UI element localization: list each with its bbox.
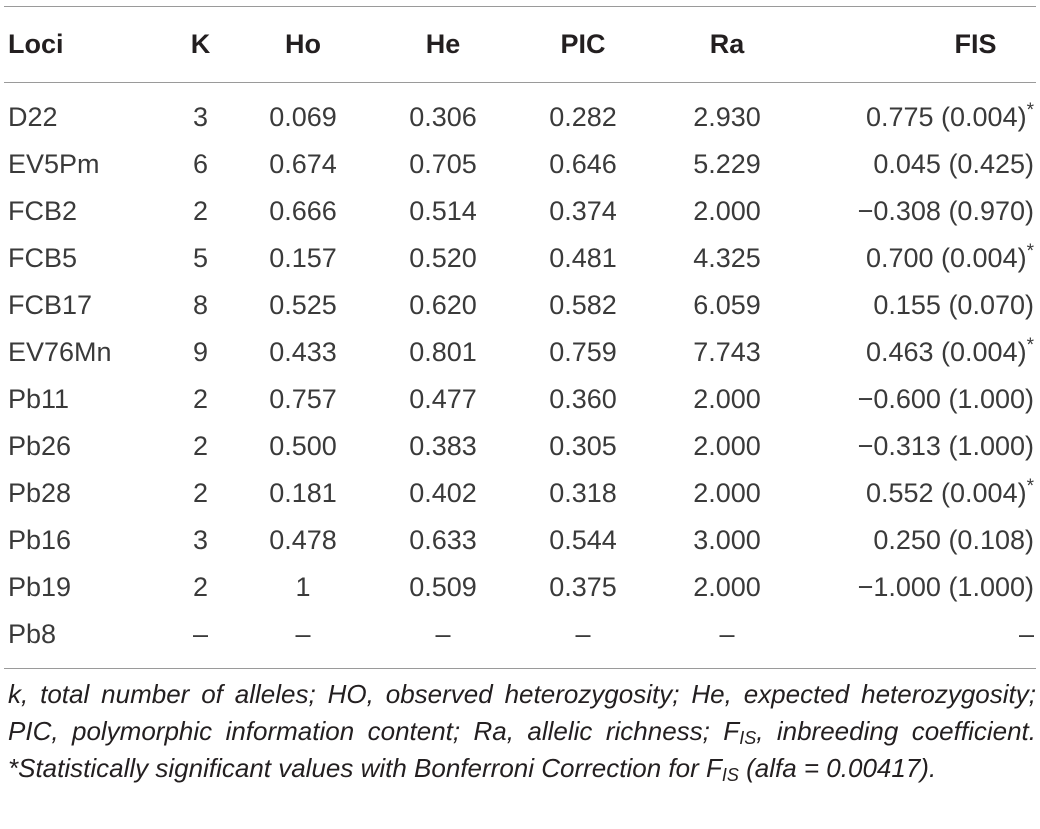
cell-he — [373, 564, 513, 611]
cell-pic-value: 0.305 — [549, 431, 617, 461]
table-row — [0, 82, 1040, 141]
cell-pic — [513, 423, 653, 470]
cell-pic — [513, 376, 653, 423]
cell-ra — [653, 376, 801, 423]
cell-ho — [233, 188, 373, 235]
cell-pic — [513, 82, 653, 141]
cell-he-value: 0.705 — [409, 149, 477, 179]
cell-fis — [801, 82, 1040, 141]
cell-k — [168, 611, 233, 658]
cell-ra-value: 2.000 — [693, 384, 761, 414]
cell-he — [373, 282, 513, 329]
cell-ho-value: 0.500 — [269, 431, 337, 461]
cell-k-value: 2 — [192, 572, 209, 602]
cell-k-value: 9 — [192, 337, 209, 367]
cell-he-value: 0.514 — [409, 196, 477, 226]
cell-ra — [653, 470, 801, 517]
cell-loci-value: FCB2 — [8, 196, 78, 226]
table-row — [0, 470, 1040, 517]
cell-fis-value: −1.000 (1.000) — [857, 572, 1034, 602]
cell-loci — [0, 611, 168, 658]
table-row — [0, 611, 1040, 658]
cell-loci — [0, 376, 168, 423]
cell-fis — [801, 235, 1040, 282]
cell-ho-value: – — [295, 619, 311, 649]
cell-he — [373, 82, 513, 141]
cell-ho — [233, 470, 373, 517]
cell-ho — [233, 141, 373, 188]
cell-he — [373, 611, 513, 658]
cell-pic-value: 0.282 — [549, 102, 617, 132]
cell-pic — [513, 470, 653, 517]
cell-k — [168, 329, 233, 376]
cell-k — [168, 376, 233, 423]
cell-pic — [513, 141, 653, 188]
cell-he — [373, 235, 513, 282]
table-row — [0, 564, 1040, 611]
significance-marker: * — [1026, 476, 1034, 497]
cell-loci — [0, 188, 168, 235]
cell-ra-value: 3.000 — [693, 525, 761, 555]
cell-loci-value: FCB5 — [8, 243, 78, 273]
cell-k-value: 5 — [192, 243, 209, 273]
col-header-ra: Ra — [709, 29, 745, 59]
cell-ra-value: 2.000 — [693, 431, 761, 461]
cell-k-value: 2 — [192, 196, 209, 226]
cell-pic-value: 0.646 — [549, 149, 617, 179]
cell-fis-value: – — [1018, 619, 1034, 649]
cell-ra — [653, 82, 801, 141]
cell-loci-value: Pb26 — [8, 431, 72, 461]
table-row — [0, 235, 1040, 282]
cell-loci-value: Pb8 — [8, 619, 57, 649]
cell-he-value: – — [435, 619, 451, 649]
cell-loci-value: Pb11 — [8, 384, 70, 414]
cell-he — [373, 141, 513, 188]
cell-fis-value: 0.700 (0.004) — [865, 243, 1027, 273]
cell-k-value: 3 — [192, 525, 209, 555]
cell-pic — [513, 564, 653, 611]
cell-k — [168, 235, 233, 282]
cell-pic-value: – — [575, 619, 591, 649]
cell-he — [373, 470, 513, 517]
cell-ra — [653, 423, 801, 470]
cell-ra-value: 5.229 — [693, 149, 761, 179]
cell-fis-value: −0.313 (1.000) — [857, 431, 1034, 461]
col-header-pic: PIC — [560, 29, 606, 59]
cell-ra — [653, 611, 801, 658]
table-row — [0, 517, 1040, 564]
cell-k — [168, 470, 233, 517]
cell-pic — [513, 611, 653, 658]
cell-he-value: 0.520 — [409, 243, 477, 273]
cell-ra-value: 7.743 — [693, 337, 761, 367]
table-row — [0, 329, 1040, 376]
footnote-subscript-2: IS — [721, 765, 739, 785]
cell-k-value: 2 — [192, 478, 209, 508]
cell-loci-value: D22 — [8, 102, 58, 132]
cell-he-value: 0.402 — [409, 478, 477, 508]
bottom-rule — [4, 668, 1036, 669]
cell-ho-value: 0.069 — [269, 102, 337, 132]
cell-ra-value: 2.000 — [693, 478, 761, 508]
cell-loci — [0, 470, 168, 517]
cell-loci-value: EV76Mn — [8, 337, 112, 367]
cell-loci — [0, 564, 168, 611]
cell-k — [168, 423, 233, 470]
cell-ra — [653, 235, 801, 282]
table-row — [0, 282, 1040, 329]
cell-he-value: 0.477 — [409, 384, 477, 414]
col-header-fis: FIS — [954, 29, 997, 59]
cell-fis — [801, 282, 1040, 329]
cell-loci — [0, 282, 168, 329]
cell-k — [168, 517, 233, 564]
cell-pic-value: 0.759 — [549, 337, 617, 367]
cell-fis — [801, 517, 1040, 564]
cell-ho — [233, 376, 373, 423]
cell-k-value: 2 — [192, 384, 209, 414]
cell-ra — [653, 564, 801, 611]
cell-fis-value: 0.463 (0.004) — [865, 337, 1027, 367]
cell-he — [373, 329, 513, 376]
cell-ho — [233, 611, 373, 658]
cell-loci — [0, 141, 168, 188]
cell-k — [168, 564, 233, 611]
cell-ra — [653, 282, 801, 329]
cell-ra — [653, 141, 801, 188]
cell-ho-value: 0.525 — [269, 290, 337, 320]
cell-ra — [653, 329, 801, 376]
cell-k — [168, 188, 233, 235]
cell-ho — [233, 517, 373, 564]
significance-marker: * — [1026, 100, 1034, 121]
cell-fis — [801, 188, 1040, 235]
cell-loci-value: Pb16 — [8, 525, 72, 555]
cell-pic-value: 0.318 — [549, 478, 617, 508]
cell-k-value: 3 — [192, 102, 209, 132]
cell-ho-value: 0.674 — [269, 149, 337, 179]
cell-ra-value: 6.059 — [693, 290, 761, 320]
cell-k — [168, 141, 233, 188]
cell-he-value: 0.383 — [409, 431, 477, 461]
cell-fis — [801, 329, 1040, 376]
cell-ho-value: 0.181 — [269, 478, 337, 508]
cell-ho — [233, 329, 373, 376]
cell-k-value: – — [192, 619, 209, 649]
cell-ho — [233, 282, 373, 329]
cell-ra-value: 2.000 — [693, 196, 761, 226]
cell-ho — [233, 423, 373, 470]
cell-pic-value: 0.481 — [549, 243, 617, 273]
cell-he — [373, 423, 513, 470]
cell-fis-value: 0.775 (0.004) — [865, 102, 1027, 132]
cell-he — [373, 376, 513, 423]
cell-loci-value: Pb19 — [8, 572, 72, 602]
cell-fis-value: 0.552 (0.004) — [865, 478, 1027, 508]
cell-pic-value: 0.544 — [549, 525, 617, 555]
table-footnote — [8, 676, 1036, 787]
cell-ho — [233, 564, 373, 611]
cell-he — [373, 517, 513, 564]
cell-ra-value: 2.000 — [693, 572, 761, 602]
col-header-k: K — [190, 29, 211, 59]
footnote-subscript-1: IS — [739, 728, 757, 748]
cell-fis — [801, 470, 1040, 517]
cell-pic — [513, 188, 653, 235]
cell-k-value: 6 — [192, 149, 209, 179]
cell-pic-value: 0.375 — [549, 572, 617, 602]
cell-fis-value: 0.250 (0.108) — [873, 525, 1034, 555]
cell-he-value: 0.509 — [409, 572, 477, 602]
footnote-text-2: , inbreeding coefficient. *Statistically significant values with Bonferroni Correction for F — [8, 716, 1036, 783]
table-body — [0, 82, 1040, 658]
cell-he-value: 0.801 — [409, 337, 477, 367]
cell-loci — [0, 423, 168, 470]
cell-ra — [653, 188, 801, 235]
cell-he — [373, 188, 513, 235]
col-header-he: He — [425, 29, 461, 59]
cell-pic — [513, 282, 653, 329]
cell-fis-value: −0.600 (1.000) — [857, 384, 1034, 414]
cell-ho — [233, 82, 373, 141]
cell-ho-value: 0.666 — [269, 196, 337, 226]
header-row — [0, 7, 1040, 82]
cell-k-value: 8 — [192, 290, 209, 320]
cell-loci-value: FCB17 — [8, 290, 93, 320]
cell-fis — [801, 611, 1040, 658]
cell-ra-value: – — [719, 619, 735, 649]
cell-he-value: 0.306 — [409, 102, 477, 132]
loci-statistics-table — [0, 7, 1040, 658]
table-row — [0, 188, 1040, 235]
cell-ra-value: 4.325 — [693, 243, 761, 273]
cell-k — [168, 82, 233, 141]
cell-loci — [0, 82, 168, 141]
cell-loci — [0, 329, 168, 376]
significance-marker: * — [1026, 241, 1034, 262]
cell-ra-value: 2.930 — [693, 102, 761, 132]
table-row — [0, 376, 1040, 423]
cell-loci — [0, 235, 168, 282]
cell-pic — [513, 235, 653, 282]
cell-loci-value: Pb28 — [8, 478, 72, 508]
cell-fis — [801, 141, 1040, 188]
table-row — [0, 141, 1040, 188]
cell-ho-value: 0.478 — [269, 525, 337, 555]
footnote-text-3: (alfa = 0.00417). — [738, 753, 937, 783]
cell-he-value: 0.633 — [409, 525, 477, 555]
cell-pic-value: 0.582 — [549, 290, 617, 320]
cell-ra — [653, 517, 801, 564]
cell-k-value: 2 — [192, 431, 209, 461]
cell-fis-value: 0.155 (0.070) — [873, 290, 1034, 320]
cell-fis-value: 0.045 (0.425) — [873, 149, 1034, 179]
table-row — [0, 423, 1040, 470]
cell-ho-value: 0.157 — [269, 243, 337, 273]
cell-fis — [801, 564, 1040, 611]
cell-fis — [801, 423, 1040, 470]
significance-marker: * — [1026, 335, 1034, 356]
cell-pic — [513, 329, 653, 376]
cell-loci — [0, 517, 168, 564]
footnote-text-1: k, total number of alleles; HO, observed heterozygosity; He, expected heterozygosity; PIC, polymorphic information content; Ra, allelic richness; F — [8, 679, 1036, 746]
col-header-ho: Ho — [285, 29, 321, 59]
cell-pic-value: 0.360 — [549, 384, 617, 414]
cell-fis — [801, 376, 1040, 423]
col-header-loci: Loci — [8, 29, 64, 59]
cell-k — [168, 282, 233, 329]
cell-pic-value: 0.374 — [549, 196, 617, 226]
cell-fis-value: −0.308 (0.970) — [857, 196, 1034, 226]
cell-he-value: 0.620 — [409, 290, 477, 320]
cell-pic — [513, 517, 653, 564]
cell-loci-value: EV5Pm — [8, 149, 100, 179]
cell-ho-value: 0.757 — [269, 384, 337, 414]
cell-ho-value: 1 — [295, 572, 311, 602]
cell-ho — [233, 235, 373, 282]
cell-ho-value: 0.433 — [269, 337, 337, 367]
